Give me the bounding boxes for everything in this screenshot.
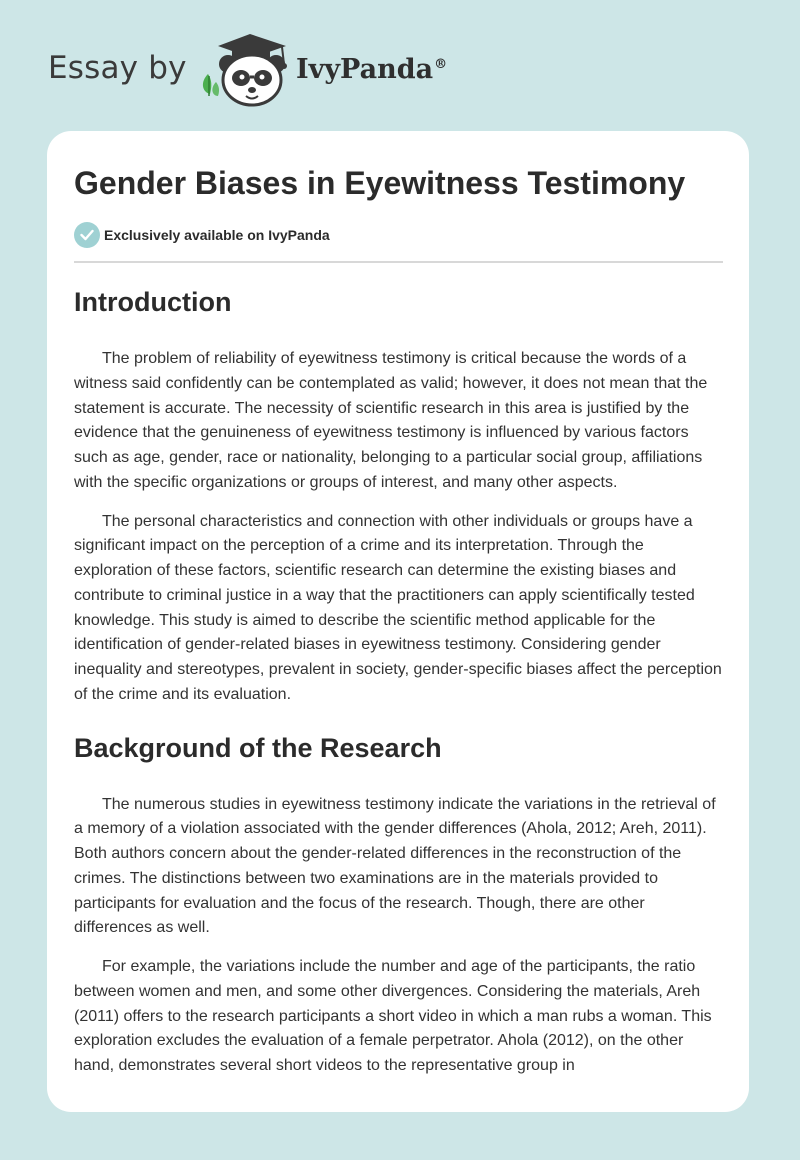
section-heading-introduction: Introduction bbox=[74, 287, 232, 317]
paragraph: The problem of reliability of eyewitness testimony is critical because the words of a witness said confidently can be contemplated as valid; however, it does not mean that the statement is accurate. The necessity of scientific research in this area is justified by the evidence that the genuineness of eyewitness testimony is influenced by various factors such as age, gender, race or nationality, belonging to a particular social group, affiliations with the specific organizations or groups of interest, and many other aspects. bbox=[74, 350, 708, 491]
brand-prefix: Essay by bbox=[48, 50, 187, 86]
paragraph: For example, the variations include the number and age of the participants, the ratio between women and men, and some other divergences. Considering the materials, Areh (2011) offers to the research participants a short video in which a man rubs a woman. This exploration excludes the evaluation of a female perpetrator. Ahola (2012), on the other hand, demonstrates several short videos to the representative group in bbox=[74, 958, 712, 1074]
badge-text: Exclusively available on IvyPanda bbox=[104, 227, 330, 243]
brand-name-text: IvyPanda bbox=[296, 54, 434, 85]
article-body bbox=[74, 282, 723, 1079]
article-card bbox=[47, 131, 749, 1112]
divider bbox=[74, 261, 723, 263]
article-title: Gender Biases in Eyewitness Testimony bbox=[74, 165, 686, 201]
registered-mark: ® bbox=[434, 57, 448, 72]
brand-name[interactable] bbox=[296, 54, 447, 85]
panda-graduate-logo-icon[interactable] bbox=[198, 30, 298, 110]
site-header bbox=[48, 30, 548, 110]
paragraph: The numerous studies in eyewitness testimony indicate the variations in the retrieval of a memory of a violation associated with the gender differences (Ahola, 2012; Areh, 2011). Both authors concern about the gender-related differences in the reconstruction of the crimes. The distinctions between two examinations are in the materials provided to participants for evaluation and the focus of the research. Though, there are other differences as well. bbox=[74, 795, 716, 937]
section-heading-background: Background of the Research bbox=[74, 732, 442, 763]
paragraph: The personal characteristics and connection with other individuals or groups have a significant impact on the perception of a crime and its interpretation. Through the exploration of these factors, scientific research can determine the existing biases and contribute to criminal justice in a way that the practitioners can apply scientifically tested knowledge. This study is aimed to describe the scientific method applicable for the identification of gender-related biases in eyewitness testimony. Considering gender inequality and stereotypes, prevalent in society, gender-specific biases affect the perception of the crime and its evaluation. bbox=[74, 512, 722, 703]
check-icon bbox=[74, 222, 100, 248]
